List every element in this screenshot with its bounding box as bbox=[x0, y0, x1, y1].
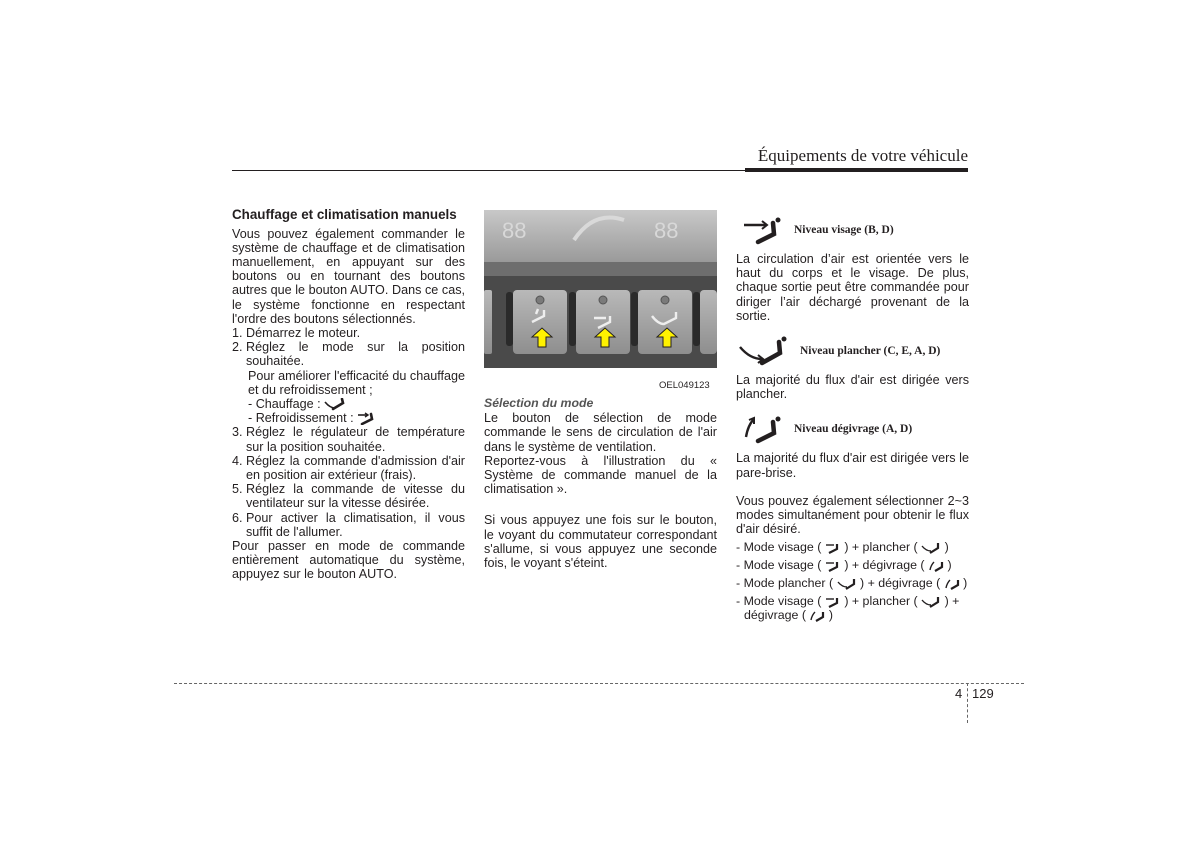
section-heading: Chauffage et climatisation manuels bbox=[232, 207, 457, 222]
page-number: 129 bbox=[972, 686, 994, 701]
step-4: 4. Réglez la commande d'admission d'air en position air extérieur (frais). bbox=[232, 453, 465, 482]
chapter-number: 4 bbox=[955, 686, 963, 701]
sub-intro: Pour améliorer l'efficacité du chauffage et du refroidissement ; bbox=[248, 368, 465, 397]
middle-column bbox=[484, 396, 717, 570]
footer-divider bbox=[967, 683, 968, 723]
defrost-mode-icon bbox=[928, 560, 944, 572]
defrost-mode-icon bbox=[944, 578, 960, 590]
combo-face-floor-defrost: - Mode visage ( ) + plancher ( ) + dégivrage ( ) bbox=[736, 594, 960, 623]
running-header: Équipements de votre véhicule bbox=[757, 146, 968, 165]
right-column bbox=[736, 214, 969, 626]
step-5: 5. Réglez la commande de vitesse du ventilateur sur la vitesse désirée. bbox=[232, 482, 465, 511]
defrost-mode-icon bbox=[736, 413, 786, 445]
floor-mode-icon bbox=[921, 596, 941, 608]
multi-mode-text: Vous pouvez également sélectionner 2~3 modes simultanément pour obtenir le flux d'air désiré. bbox=[736, 493, 969, 537]
step-1: 1. Démarrez le moteur. bbox=[232, 325, 361, 340]
sub-heating: - Chauffage : bbox=[232, 397, 465, 411]
outro-paragraph: Pour passer en mode de commande entièrement automatique du système, appuyez sur le bouton AUTO. bbox=[232, 538, 465, 582]
floor-mode-icon bbox=[921, 542, 941, 554]
floor-mode-icon bbox=[837, 578, 857, 590]
intro-paragraph: Vous pouvez également commander le système de chauffage et de climatisation manuellement, en appuyant sur des boutons ou en tournant des boutons autres que le bouton AUTO. Dans ce cas, le système fonctionne en respectant l'ordre des boutons sélectionnés. bbox=[232, 226, 465, 326]
face-mode-icon bbox=[825, 560, 841, 572]
sub-cooling: - Refroidissement : bbox=[232, 411, 465, 425]
left-column bbox=[232, 208, 465, 582]
step-6: 6. Pour activer la climatisation, il vous suffit de l'allumer. bbox=[232, 510, 465, 539]
defrost-mode-text: La majorité du flux d'air est dirigée vers le pare-brise. bbox=[736, 451, 969, 480]
combo-face-defrost: - Mode visage ( ) + dégivrage ( ) bbox=[736, 558, 952, 573]
defrost-mode-icon bbox=[809, 610, 825, 622]
face-mode-heading: Niveau visage (B, D) bbox=[736, 214, 969, 246]
combo-face-floor: - Mode visage ( ) + plancher ( ) bbox=[736, 540, 949, 555]
svg-text:88: 88 bbox=[502, 218, 527, 243]
floor-mode-icon bbox=[324, 398, 346, 411]
control-panel-illustration bbox=[484, 210, 717, 394]
figure-code: OEL049123 bbox=[659, 380, 710, 391]
face-mode-icon bbox=[357, 412, 379, 425]
step-3: 3. Réglez le régulateur de température sur la position souhaitée. bbox=[232, 425, 465, 454]
step-2: 2. Réglez le mode sur la position souhaitée. bbox=[232, 340, 465, 369]
floor-mode-heading: Niveau plancher (C, E, A, D) bbox=[736, 335, 969, 367]
footer-rule bbox=[174, 683, 1024, 684]
figure-caption: Sélection du mode bbox=[484, 396, 594, 410]
control-panel-figure bbox=[484, 210, 717, 394]
header-rule bbox=[232, 170, 745, 171]
mode-paragraph-2: Reportez-vous à l'illustration du « Système de commande manuel de la climatisation ». bbox=[484, 453, 717, 497]
floor-mode-icon bbox=[736, 335, 792, 367]
defrost-mode-heading: Niveau dégivrage (A, D) bbox=[736, 413, 969, 445]
face-mode-icon bbox=[825, 542, 841, 554]
face-mode-icon bbox=[736, 214, 786, 246]
combo-floor-defrost: - Mode plancher ( ) + dégivrage ( ) bbox=[736, 576, 968, 591]
header-bar bbox=[745, 168, 968, 172]
svg-text:88: 88 bbox=[654, 218, 679, 243]
face-mode-text: La circulation d’air est orientée vers le haut du corps et le visage. De plus, chaque sortie peut être commandée pour diriger l’air déchargé provenant de la sortie. bbox=[736, 252, 969, 323]
face-mode-icon bbox=[825, 596, 841, 608]
mode-paragraph-1: Le bouton de sélection de mode commande le sens de circulation de l'air dans le système de ventilation. bbox=[484, 411, 717, 454]
mode-paragraph-3: Si vous appuyez une fois sur le bouton, le voyant du commutateur correspondant s'allume, si vous appuyez une seconde fois, le voyant s'éteint. bbox=[484, 513, 717, 571]
floor-mode-text: La majorité du flux d'air est dirigée vers plancher. bbox=[736, 373, 969, 402]
